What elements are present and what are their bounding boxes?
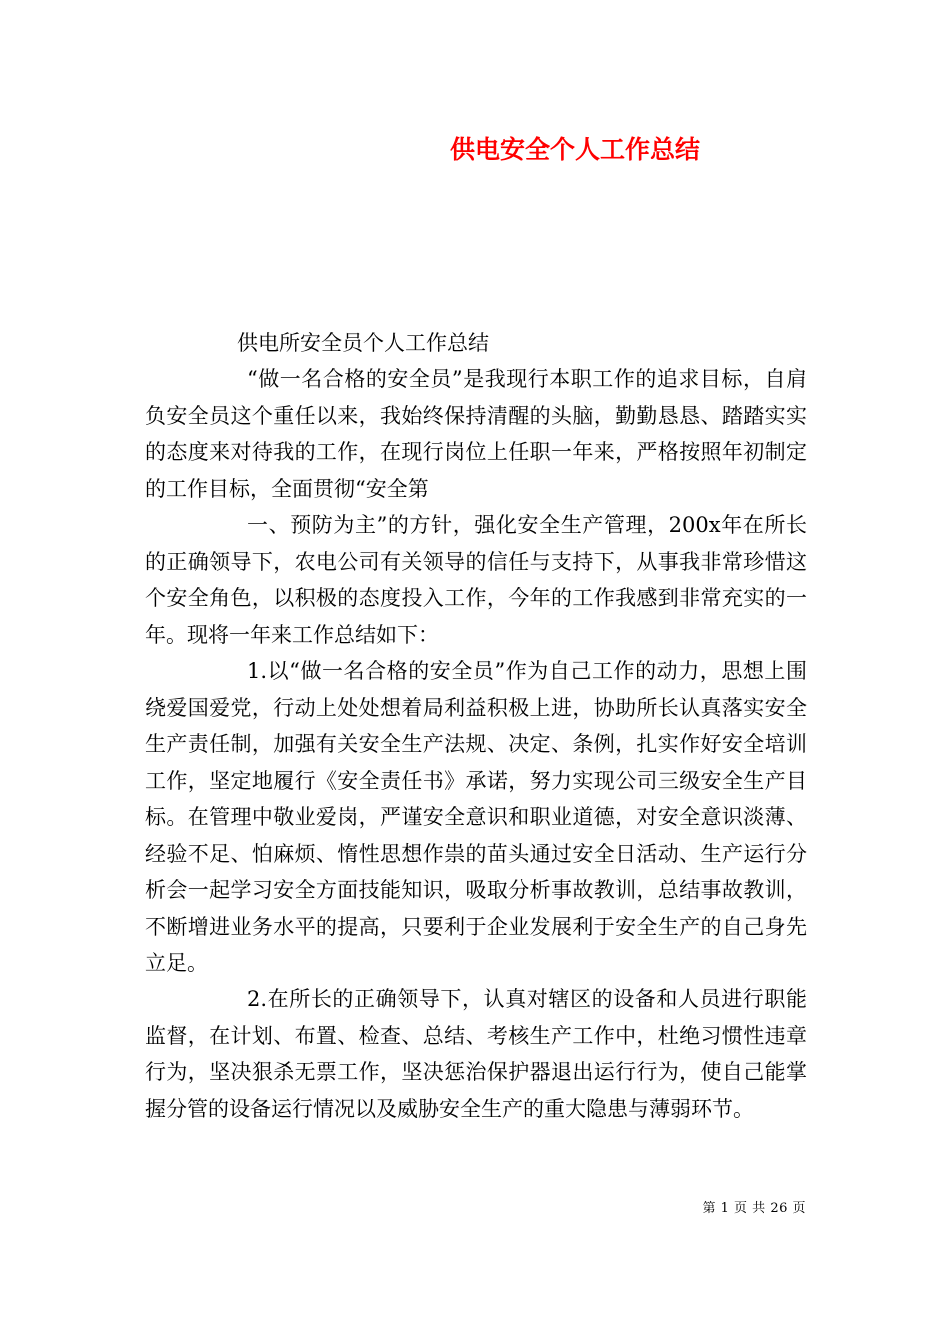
paragraph-item-2: 2.在所长的正确领导下，认真对辖区的设备和人员进行职能监督，在计划、布置、检查、总结、考核生产工作中，杜绝习惯性违章行为，坚决狠杀无票工作，坚决惩治保护器退出运行行为，使自己能掌握分管的设备运行情况以及威胁安全生产的重大隐患与薄弱环节。 xyxy=(145,987,807,1121)
paragraph-intro: “做一名合格的安全员”是我现行本职工作的追求目标，自肩负安全员这个重任以来，我始终保持清醒的头脑，勤勤恳恳、踏踏实实的态度来对待我的工作，在现行岗位上任职一年来，严格按照年初制定的工作目标，全面贯彻“安全第 xyxy=(145,367,807,501)
document-subtitle: 供电所安全员个人工作总结 xyxy=(237,331,489,355)
paragraph-policy: 一、预防为主”的方针，强化安全生产管理，200x年在所长的正确领导下，农电公司有关领导的信任与支持下，从事我非常珍惜这个安全角色，以积极的态度投入工作，今年的工作我感到非常充实的一年。现将一年来工作总结如下： xyxy=(145,513,807,647)
paragraph-item-1: 1.以“做一名合格的安全员”作为自己工作的动力，思想上围绕爱国爱党，行动上处处想着局利益积极上进，协助所长认真落实安全生产责任制，加强有关安全生产法规、决定、条例，扎实作好安全培训工作，坚定地履行《安全责任书》承诺，努力实现公司三级安全生产目标。在管理中敬业爱岗，严谨安全意识和职业道德，对安全意识淡薄、经验不足、怕麻烦、惰性思想作祟的苗头通过安全日活动、生产运行分析会一起学习安全方面技能知识，吸取分析事故教训，总结事故教训，不断增进业务水平的提高，只要利于企业发展利于安全生产的自己身先立足。 xyxy=(145,659,807,975)
document-title: 供电安全个人工作总结 xyxy=(449,135,700,164)
page-number: 第 1 页 共 26 页 xyxy=(702,1201,806,1216)
